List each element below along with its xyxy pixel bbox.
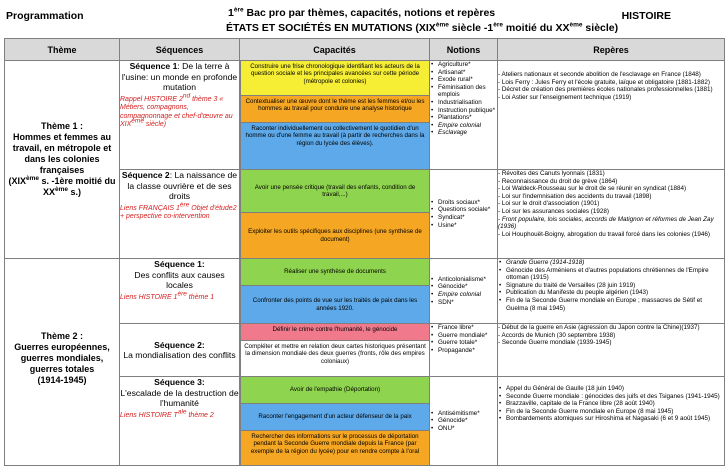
link-sup: ère [179,201,190,209]
capacity-block: Construire une frise chronologique identifiant les acteurs de la question sociale et les principales avancées sur cette période (métropole et colonies) [240,61,429,95]
repere-item: - Reconnaissance du droit de grève (1864) [498,178,724,186]
repere-item: • Seconde Guerre mondiale : génocides des juifs et des Tsiganes (1941-1945) [506,393,724,401]
notion-item: • ONU* [438,425,497,433]
notion-item: • Droits sociaux* [438,199,497,207]
sub-sup1: ème [435,21,449,29]
header-left: Programmation [6,10,84,22]
theme1-seq2 [120,170,240,259]
notion-item: • Instruction publique* [438,107,497,115]
repere-item: - Front populaire, lois sociales, accords de Matignon et réformes de Jean Zay (1936) [498,216,724,231]
theme2-seq1 [120,259,240,324]
sub-c: moitié du XX [502,22,570,34]
theme2-seq2 [120,324,240,377]
repere-item: • Brazzaville, capitale de la France libre (28 août 1940) [506,400,724,408]
link-sup: ale [177,408,187,416]
col-notions: Notions [430,39,498,61]
sub-d: siècle) [582,22,619,34]
seq-link [120,201,239,222]
seq-subtitle: Des conflits aux causes locales [134,269,225,290]
repere-item: - Révoltes des Canuts lyonnais (1831) [498,170,724,178]
seq-title: Séquence 3: [154,377,205,387]
capacity-block: Raconter individuellement ou collectivement le quotidien d'un homme ou d'une femme au travail (à partir de recherches dans la région du lycée des élèves). [240,122,429,169]
notion-item: • SDN* [438,299,497,307]
seq-subtitle: : De la terre à l'usine: un monde en profonde mutation [121,61,238,92]
link-b: thème 2 [186,411,214,419]
repere-item: - Loi sur l'indemnisation des accidents du travail (1898) [498,193,724,201]
seq-subtitle: L'escalade de la destruction de l'humanité [120,387,239,408]
link-a: Liens HISTOIRE T [120,411,178,419]
seq-subtitle: La mondialisation des conflits [123,350,236,360]
link-b: thème 3 « Métiers, compagnons, compagnonnage et chef-d'œuvre au XIX [120,95,233,128]
notion-item: • Génocide* [438,283,497,291]
theme2-seq3 [120,377,240,466]
theme1-line2: Hommes et femmes au travail, en métropole et dans les colonies françaises [12,132,112,175]
notion-item: • Guerre totale* [438,339,497,347]
notion-item: • Guerre mondiale* [438,332,497,340]
theme2-seq1-reperes [498,259,725,324]
notion-item: • Empire colonial [438,122,497,130]
theme1-seq1-caps [240,61,430,170]
sub-sup3: ème [569,21,583,29]
link-a: Liens HISTOIRE 1 [120,293,178,301]
col-theme: Thème [5,39,120,61]
seq-link [120,290,239,303]
link-sup: ère [177,290,187,298]
title-num: 1 [228,7,234,19]
capacity-block: Rechercher des informations sur le processus de déportation pendant la Seconde Guerre mondiale depuis la France (par exemple de la région du lycée) pour en rendre compte à l'oral [240,430,429,465]
programme-table [4,38,725,466]
capacity-block: Exploiter les outils spécifiques aux disciplines (une synthèse de document) [240,212,429,258]
repere-item: - Accords de Munich (30 septembre 1938) [498,332,724,340]
capacity-block: Raconter l'engagement d'un acteur défenseur de la paix [240,403,429,430]
capacity-block: Avoir une pensée critique (travail des enfants, condition de travail,...) [240,170,429,212]
notion-item: • Plantations* [438,114,497,122]
repere-item: • Fin de la Seconde Guerre mondiale en Europe ; massacres de Sétif et Guelma (8 mai 1945) [506,297,724,312]
seq-title: Séquence 2: [154,339,205,350]
notion-item: • Esclavage [438,129,497,137]
seq-link [120,408,239,421]
document-title [228,7,495,19]
seq-title: Séquence 1 [129,61,178,71]
theme1-seq1-row [5,61,725,170]
header-right: HISTOIRE [621,10,671,22]
seq-subtitle: : La naissance de la classe ouvrière et de ses droits [127,170,238,201]
notion-item: • Usine* [438,222,497,230]
notion-item: • Artisanat* [438,69,497,77]
notion-item: • Anticolonialisme* [438,276,497,284]
theme2-line1: Thème 2 : [40,331,83,341]
t1l3a: (XIX [8,176,26,186]
col-capacites: Capacités [240,39,430,61]
theme2-cell [5,259,120,466]
sub-a: ÉTATS ET SOCIÉTÉS EN MUTATIONS (XIX [226,22,436,34]
sub-b: siècle -1 [448,22,494,34]
capacity-block: Contextualiser une œuvre dont le thème est les femmes et/ou les hommes au travail pour conduire une analyse historique [240,95,429,122]
repere-item: • Bombardements atomiques sur Hiroshima et Nagasaki (6 et 9 août 1945) [506,415,724,423]
t1l3s1: ème [25,175,39,182]
theme1-seq1 [120,61,240,170]
repere-item: - Loi sur le droit d'association (1901) [498,200,724,208]
t1l3b: s. -1ère moitié du XX [39,176,116,197]
capacity-block: Compléter et mettre en relation deux cartes historiques présentant la dimension mondiale des deux guerres (fronts, rôle des empires coloniaux) [240,340,429,376]
repere-item: • Signature du traité de Versailles (28 juin 1919) [506,282,724,290]
link-a: Liens FRANÇAIS 1 [120,204,180,212]
link-c: siècle) [143,121,167,128]
theme2-seq2-notions [430,324,498,377]
theme2-seq2-caps [240,324,430,377]
repere-item: - Loi Houphouët-Boigny, abrogation du travail forcé dans les colonies (1946) [498,231,724,239]
programme-table-wrapper [4,38,725,466]
notion-item: • Exode rural* [438,76,497,84]
repere-item: • Publication du Manifeste du peuple algérien (1943) [506,289,724,297]
link-b: Objet d'étude2 + perspective co-intervention [120,204,237,220]
notion-item: • Industrialisation [438,99,497,107]
notion-item: • France libre* [438,324,497,332]
notion-item: • Féminisation des emplois [438,84,497,99]
col-reperes: Repères [498,39,725,61]
theme1-seq2-caps [240,170,430,259]
repere-item: • Grande Guerre (1914-1918) [506,259,724,267]
theme2-line3: (1914-1945) [37,375,87,385]
capacity-block: Confronter des points de vue sur les traités de paix dans les années 1920. [240,285,429,323]
repere-item: - Décret de création des premières écoles nationales professionnelles (1881) [498,86,724,94]
title-rest: Bac pro par thèmes, capacités, notions et repères [246,7,496,19]
notion-item: • Propagande* [438,347,497,355]
t1l3s2: ème [54,186,68,193]
notion-item: • Questions sociale* [438,206,497,214]
col-sequences: Séquences [120,39,240,61]
theme1-line3 [5,176,119,198]
repere-item: - Loi Waldeck-Rousseau sur le droit de se réunir en syndicat (1884) [498,185,724,193]
theme2-seq1-caps [240,259,430,324]
notion-item: • Génocide* [438,417,497,425]
theme2-seq1-notions [430,259,498,324]
notion-item: • Antisémitisme* [438,410,497,418]
title-sup: ère [233,6,244,14]
theme1-seq1-reperes [498,61,725,170]
link-sup2: ème [131,117,144,125]
seq-link [120,92,239,130]
document-subtitle [226,22,618,34]
repere-item: • Appel du Général de Gaulle (18 juin 1940) [506,385,724,393]
seq-title: Séquence 1: [154,259,205,269]
repere-item: - Loi sur les assurances sociales (1928) [498,208,724,216]
link-a: Rappel HISTOIRE 2 [120,95,183,103]
repere-item: • Génocide des Arméniens et d'autres populations chrétiennes de l'Empire ottoman (1915) [506,267,724,282]
repere-item: - Seconde Guerre mondiale (1939-1945) [498,339,724,347]
notion-item: • Syndicat* [438,214,497,222]
theme1-seq1-notions [430,61,498,170]
link-b: thème 1 [186,293,215,301]
capacity-block: Avoir de l'empathie (Déportation) [240,377,429,403]
theme2-seq3-caps [240,377,430,466]
header-row [5,39,725,61]
seq-title: Séquence 2 [121,170,170,180]
theme2-seq1-row [5,259,725,324]
repere-item: - Ateliers nationaux et seconde abolition de l'esclavage en France (1848) [498,71,724,79]
t1l3c: s.) [68,187,82,197]
capacity-block: Réaliser une synthèse de documents [240,259,429,285]
notion-item: • Agriculture* [438,61,497,69]
theme2-seq2-reperes [498,324,725,377]
theme2-line2: Guerres européennes, guerres mondiales, guerres totales [14,342,110,374]
theme1-seq2-reperes [498,170,725,259]
capacity-block: Définir le crime contre l'humanité, le génocide [240,324,429,340]
theme1-line1: Thème 1 : [40,121,83,131]
repere-item: - Lois Ferry : Jules Ferry et l'école gratuite, laïque et obligatoire (1881-1882) [498,79,724,87]
repere-item: - Loi Astier sur l'enseignement technique (1919) [498,94,724,102]
theme1-seq2-notions [430,170,498,259]
theme2-seq3-notions [430,377,498,466]
repere-item: - Début de la guerre en Asie (agression du Japon contre la Chine)(1937) [498,324,724,332]
theme1-cell [5,61,120,259]
link-sup: nd [182,92,191,100]
sub-sup2: ère [493,21,503,29]
repere-item: • Fin de la Seconde Guerre mondiale en Europe (8 mai 1945) [506,408,724,416]
notion-item: • Empire colonial [438,291,497,299]
theme2-seq3-reperes [498,377,725,466]
